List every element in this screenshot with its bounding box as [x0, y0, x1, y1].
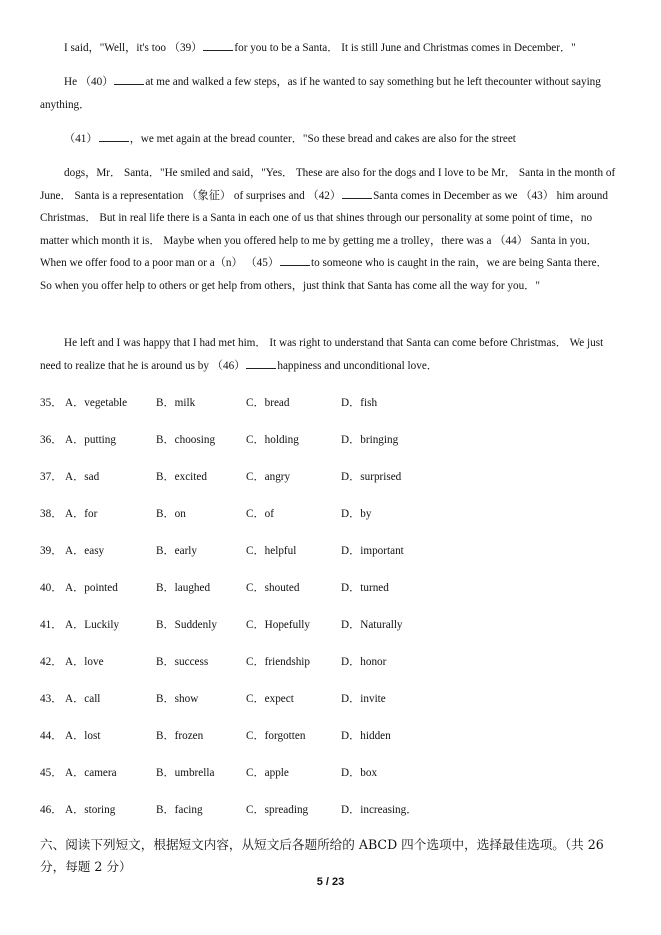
answer-blank-39 — [203, 39, 233, 51]
page-number: 5 / 23 — [316, 876, 345, 888]
passage-paragraph-2 — [40, 71, 622, 116]
passage-text: I said，"Well，it's too （39） — [64, 42, 203, 54]
question-number: 42． — [40, 656, 63, 668]
passage-paragraph-1 — [40, 37, 622, 60]
option-d: D．hidden — [341, 730, 391, 742]
passage-text: Santa comes in December as we （43） him around Christmas． But in real life there is a Santa in each one of us that shines through our personality at some point of time，no matter which month it is． Maybe when you offered help to me by getting me a trolley，there was a （44） Santa in you． When we offer food to a poor man or a（n） （45） — [40, 189, 608, 270]
question-row-40 — [40, 579, 600, 595]
question-number: 44． — [40, 730, 63, 742]
option-d: D．by — [341, 508, 372, 520]
section-heading: 六、阅读下列短文，根据短文内容，从短文后各题所给的 ABCD 四个选项中，选择最佳选项。（共 26 分，每题 2 分） — [40, 837, 604, 874]
option-b: B．umbrella — [156, 767, 215, 779]
option-c: C．Hopefully — [246, 619, 311, 631]
option-c: C．friendship — [246, 656, 311, 668]
option-d: D．fish — [341, 397, 378, 409]
option-d: D．important — [341, 545, 404, 557]
option-d: D．surprised — [341, 471, 402, 483]
passage-text: ，we met again at the bread counter．"So these bread and cakes are also for the street — [129, 133, 516, 145]
option-d: D．invite — [341, 693, 386, 705]
passage-text: He left and I was happy that I had met him． It was right to understand that Santa can come before Christmas． We just need to realize that he is around us by （46） — [40, 337, 604, 372]
option-d: D．bringing — [341, 434, 399, 446]
option-c: C．expect — [246, 693, 294, 705]
option-b: B．frozen — [156, 730, 204, 742]
passage-text: dogs，Mr． Santa．"He smiled and said，"Yes． These are also for the dogs and I love to be Mr． Santa in the month of June． Santa is a representation （象征） of surprises and （42） — [40, 167, 616, 202]
option-b: B．Suddenly — [156, 619, 217, 631]
question-number: 37． — [40, 471, 63, 483]
question-number: 40． — [40, 582, 63, 594]
question-number: 41． — [40, 619, 63, 631]
question-number: 36． — [40, 434, 63, 446]
option-a: A．Luckily — [65, 619, 120, 631]
option-b: B．early — [156, 545, 198, 557]
answer-blank-40 — [114, 73, 144, 85]
question-row-37 — [40, 468, 600, 484]
option-d: D．honor — [341, 656, 387, 668]
passage-text: happiness and unconditional love． — [277, 359, 438, 372]
option-c: C．spreading — [246, 804, 309, 816]
option-c: C．of — [246, 508, 274, 520]
question-number: 45． — [40, 767, 63, 779]
option-c: C．helpful — [246, 545, 297, 557]
option-b: B．success — [156, 656, 209, 668]
option-b: B．excited — [156, 471, 207, 483]
question-row-36 — [40, 431, 600, 447]
answer-blank-42 — [342, 187, 372, 199]
option-b: B．milk — [156, 397, 196, 409]
option-c: C．apple — [246, 767, 289, 779]
option-a: A．easy — [65, 545, 105, 557]
question-row-45 — [40, 764, 600, 780]
passage-paragraph-5 — [40, 332, 622, 377]
question-number: 39． — [40, 545, 63, 557]
question-row-39 — [40, 542, 600, 558]
passage-text: at me and walked a few steps，as if he wanted to say something but he left thecounter without saying anything． — [40, 76, 601, 111]
option-a: A．for — [65, 508, 98, 520]
option-a: A．love — [65, 656, 104, 668]
question-row-35 — [40, 394, 600, 410]
option-b: B．on — [156, 508, 186, 520]
option-a: A．pointed — [65, 582, 118, 594]
question-row-46 — [40, 801, 600, 817]
option-d: D．increasing． — [341, 804, 418, 816]
answer-blank-45 — [280, 254, 310, 266]
option-a: A．vegetable — [65, 397, 128, 409]
passage-text: He （40） — [64, 76, 114, 88]
question-row-43 — [40, 690, 600, 706]
passage-paragraph-4 — [40, 162, 622, 298]
option-a: A．camera — [65, 767, 117, 779]
answer-blank-46 — [246, 357, 276, 369]
answer-blank-41 — [99, 130, 129, 142]
option-a: A．putting — [65, 434, 116, 446]
option-d: D．Naturally — [341, 619, 403, 631]
option-a: A．sad — [65, 471, 100, 483]
option-a: A．call — [65, 693, 101, 705]
question-number: 38． — [40, 508, 63, 520]
passage-text: （41） — [64, 133, 98, 145]
question-row-38 — [40, 505, 600, 521]
option-b: B．laughed — [156, 582, 211, 594]
question-number: 43． — [40, 693, 63, 705]
option-b: B．choosing — [156, 434, 216, 446]
passage-text: to someone who is caught in the rain，we are being Santa there． So when you offer help to others or get help from others，just think that Santa has come all the way for you．" — [40, 257, 608, 292]
option-c: C．holding — [246, 434, 299, 446]
option-d: D．box — [341, 767, 378, 779]
option-c: C．forgotten — [246, 730, 306, 742]
passage-paragraph-3 — [40, 128, 622, 151]
option-c: C．shouted — [246, 582, 300, 594]
option-d: D．turned — [341, 582, 389, 594]
question-row-42 — [40, 653, 600, 669]
question-row-41 — [40, 616, 600, 632]
question-number: 46． — [40, 804, 63, 816]
option-c: C．bread — [246, 397, 290, 409]
option-a: A．lost — [65, 730, 101, 742]
passage-text: for you to be a Santa． It is still June and Christmas comes in December．" — [234, 42, 576, 54]
option-b: B．show — [156, 693, 199, 705]
question-number: 35． — [40, 397, 63, 409]
option-a: A．storing — [65, 804, 116, 816]
option-c: C．angry — [246, 471, 291, 483]
question-row-44 — [40, 727, 600, 743]
option-b: B．facing — [156, 804, 203, 816]
